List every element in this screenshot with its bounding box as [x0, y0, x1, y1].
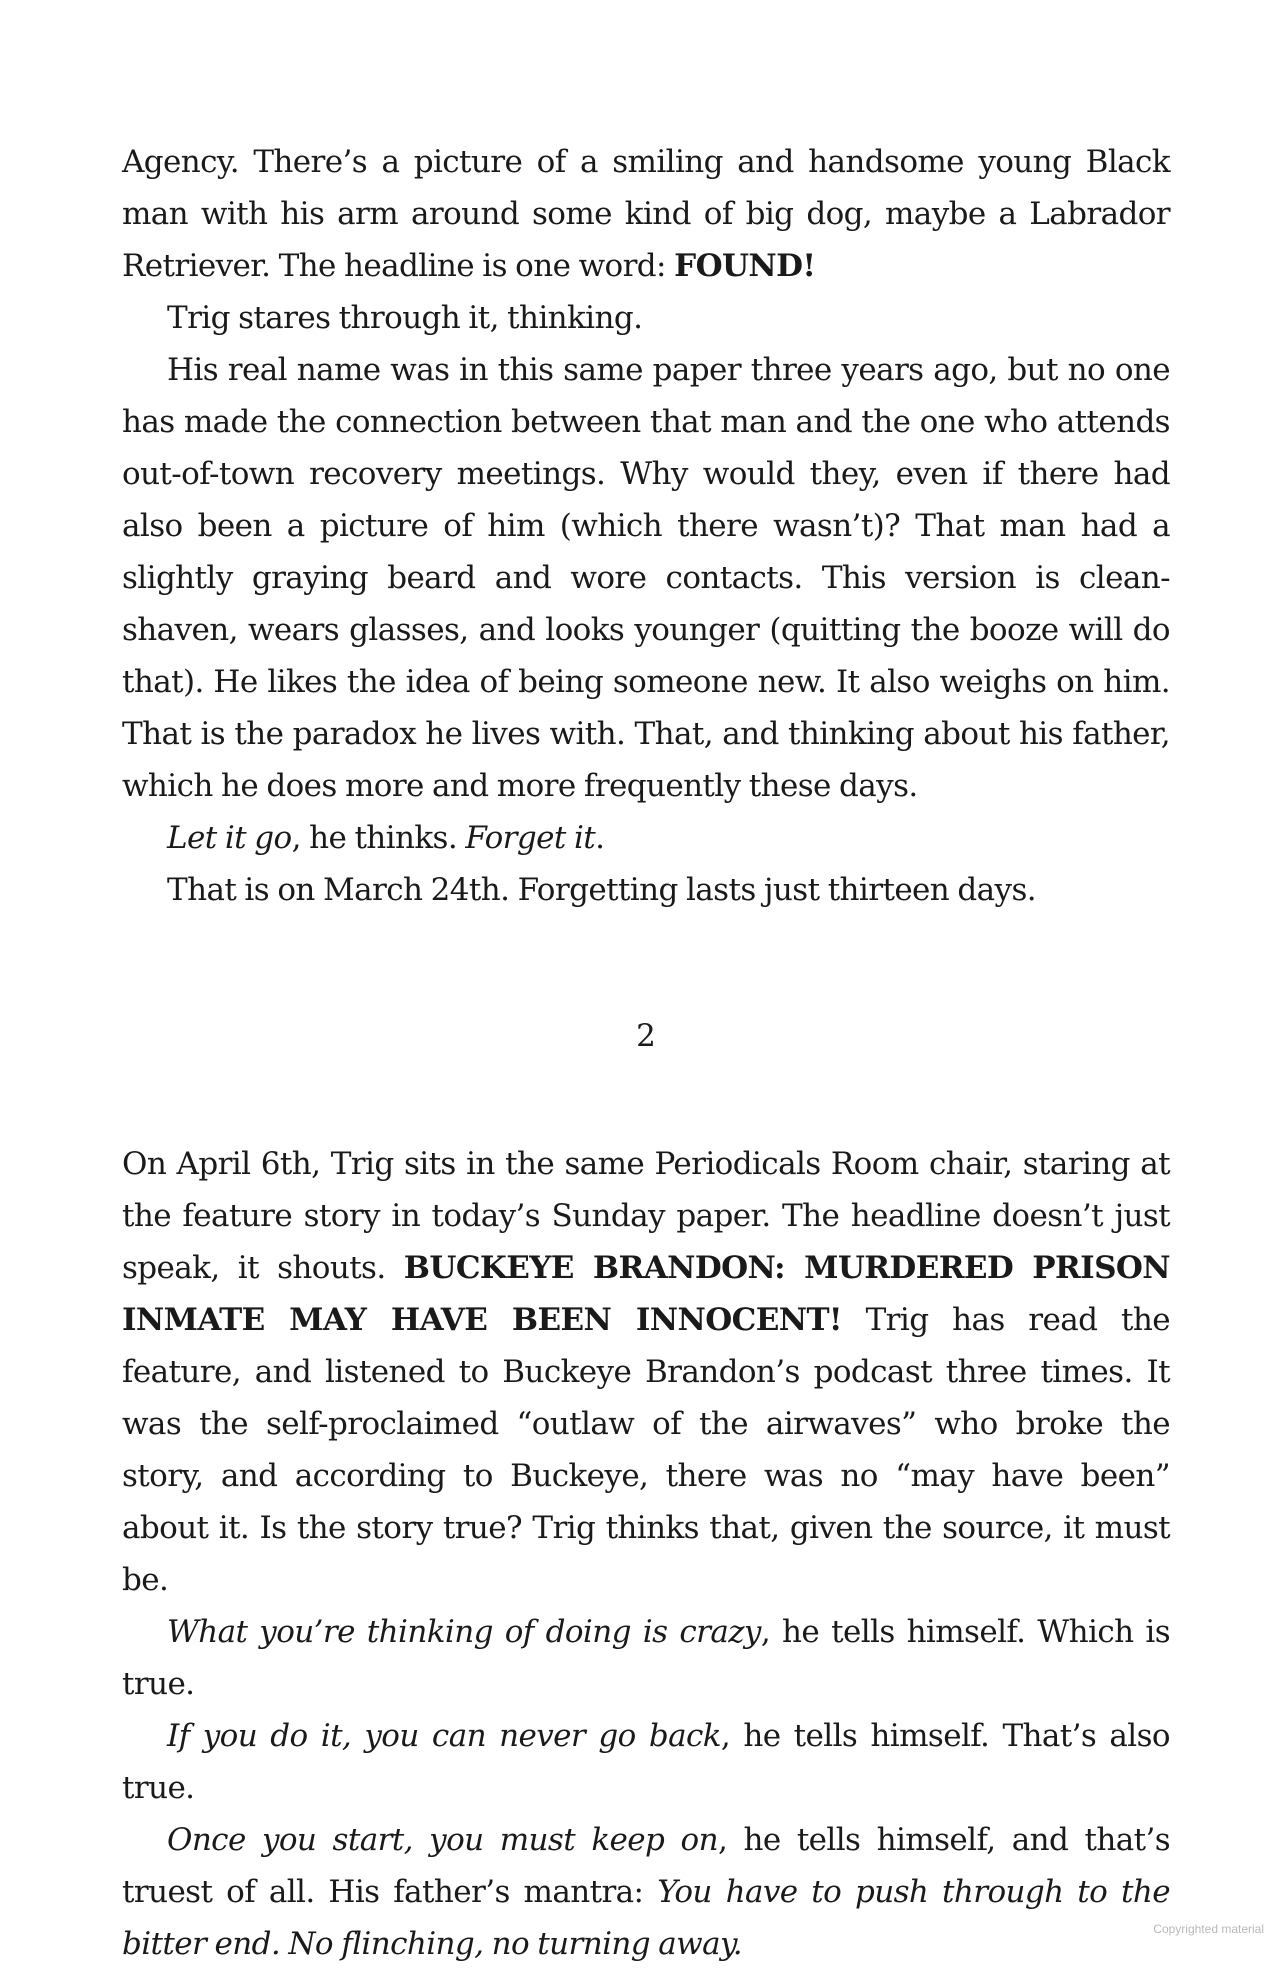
headline-found: FOUND!	[674, 248, 816, 284]
paragraph-trig-stares: Trig stares through it, thinking.	[167, 300, 643, 336]
book-page	[122, 136, 1170, 1970]
paragraph-agency: Agency. There’s a picture of a smiling and handsome young Black man with his arm around some kind of big dog, maybe a Labrador Retriever. The headline is one word: FOUND!	[122, 144, 1170, 284]
paragraph-keep-on: Once you start, you must keep on, he tells himself, and that’s truest of all. His father’s mantra: You have to push through to the bitter end. No flinching, no turning away.	[122, 1822, 1171, 1962]
paragraph-april-6th: On April 6th, Trig sits in the same Periodicals Room chair, staring at the feature story in today’s Sunday paper. The headline doesn’t just speak, it shouts. BUCKEYE BRANDON: MURDERED PRISON INMATE MAY HAVE BEEN INNOCENT! Trig has read the feature, and listened to Buckeye Brandon’s podcast three times. It was the self-proclaimed “outlaw of the airwaves” who broke the story, and according to Buckeye, there was no “may have been” about it. Is the story true? Trig thinks that, given the source, it must be.	[122, 1146, 1171, 1598]
paragraph-let-it-go: Let it go, he thinks. Forget it.	[167, 820, 605, 856]
paragraph-march-24th: That is on March 24th. Forgetting lasts just thirteen days.	[167, 872, 1037, 908]
headline-buckeye-brandon: BUCKEYE BRANDON: MURDERED PRISON INMATE MAY HAVE BEEN INNOCENT!	[122, 1250, 1171, 1338]
paragraph-real-name: His real name was in this same paper three years ago, but no one has made the connection between that man and the one who attends out-of-town recovery meetings. Why would they, even if there had also been a picture of him (which there wasn’t)? That man had a slightly graying beard and wore contacts. This version is clean-shaven, wears glasses, and looks younger (quitting the booze will do that). He likes the idea of being someone new. It also weighs on him. That is the paradox he lives with. That, and thinking about his father, which he does more and more frequently these days.	[122, 352, 1170, 804]
paragraph-never-go-back: If you do it, you can never go back, he tells himself. That’s also true.	[122, 1718, 1170, 1806]
paragraph-crazy: What you’re thinking of doing is crazy, he tells himself. Which is true.	[122, 1614, 1170, 1702]
copyright-notice: Copyrighted material	[1153, 1922, 1264, 1936]
section-number: 2	[636, 1018, 656, 1054]
